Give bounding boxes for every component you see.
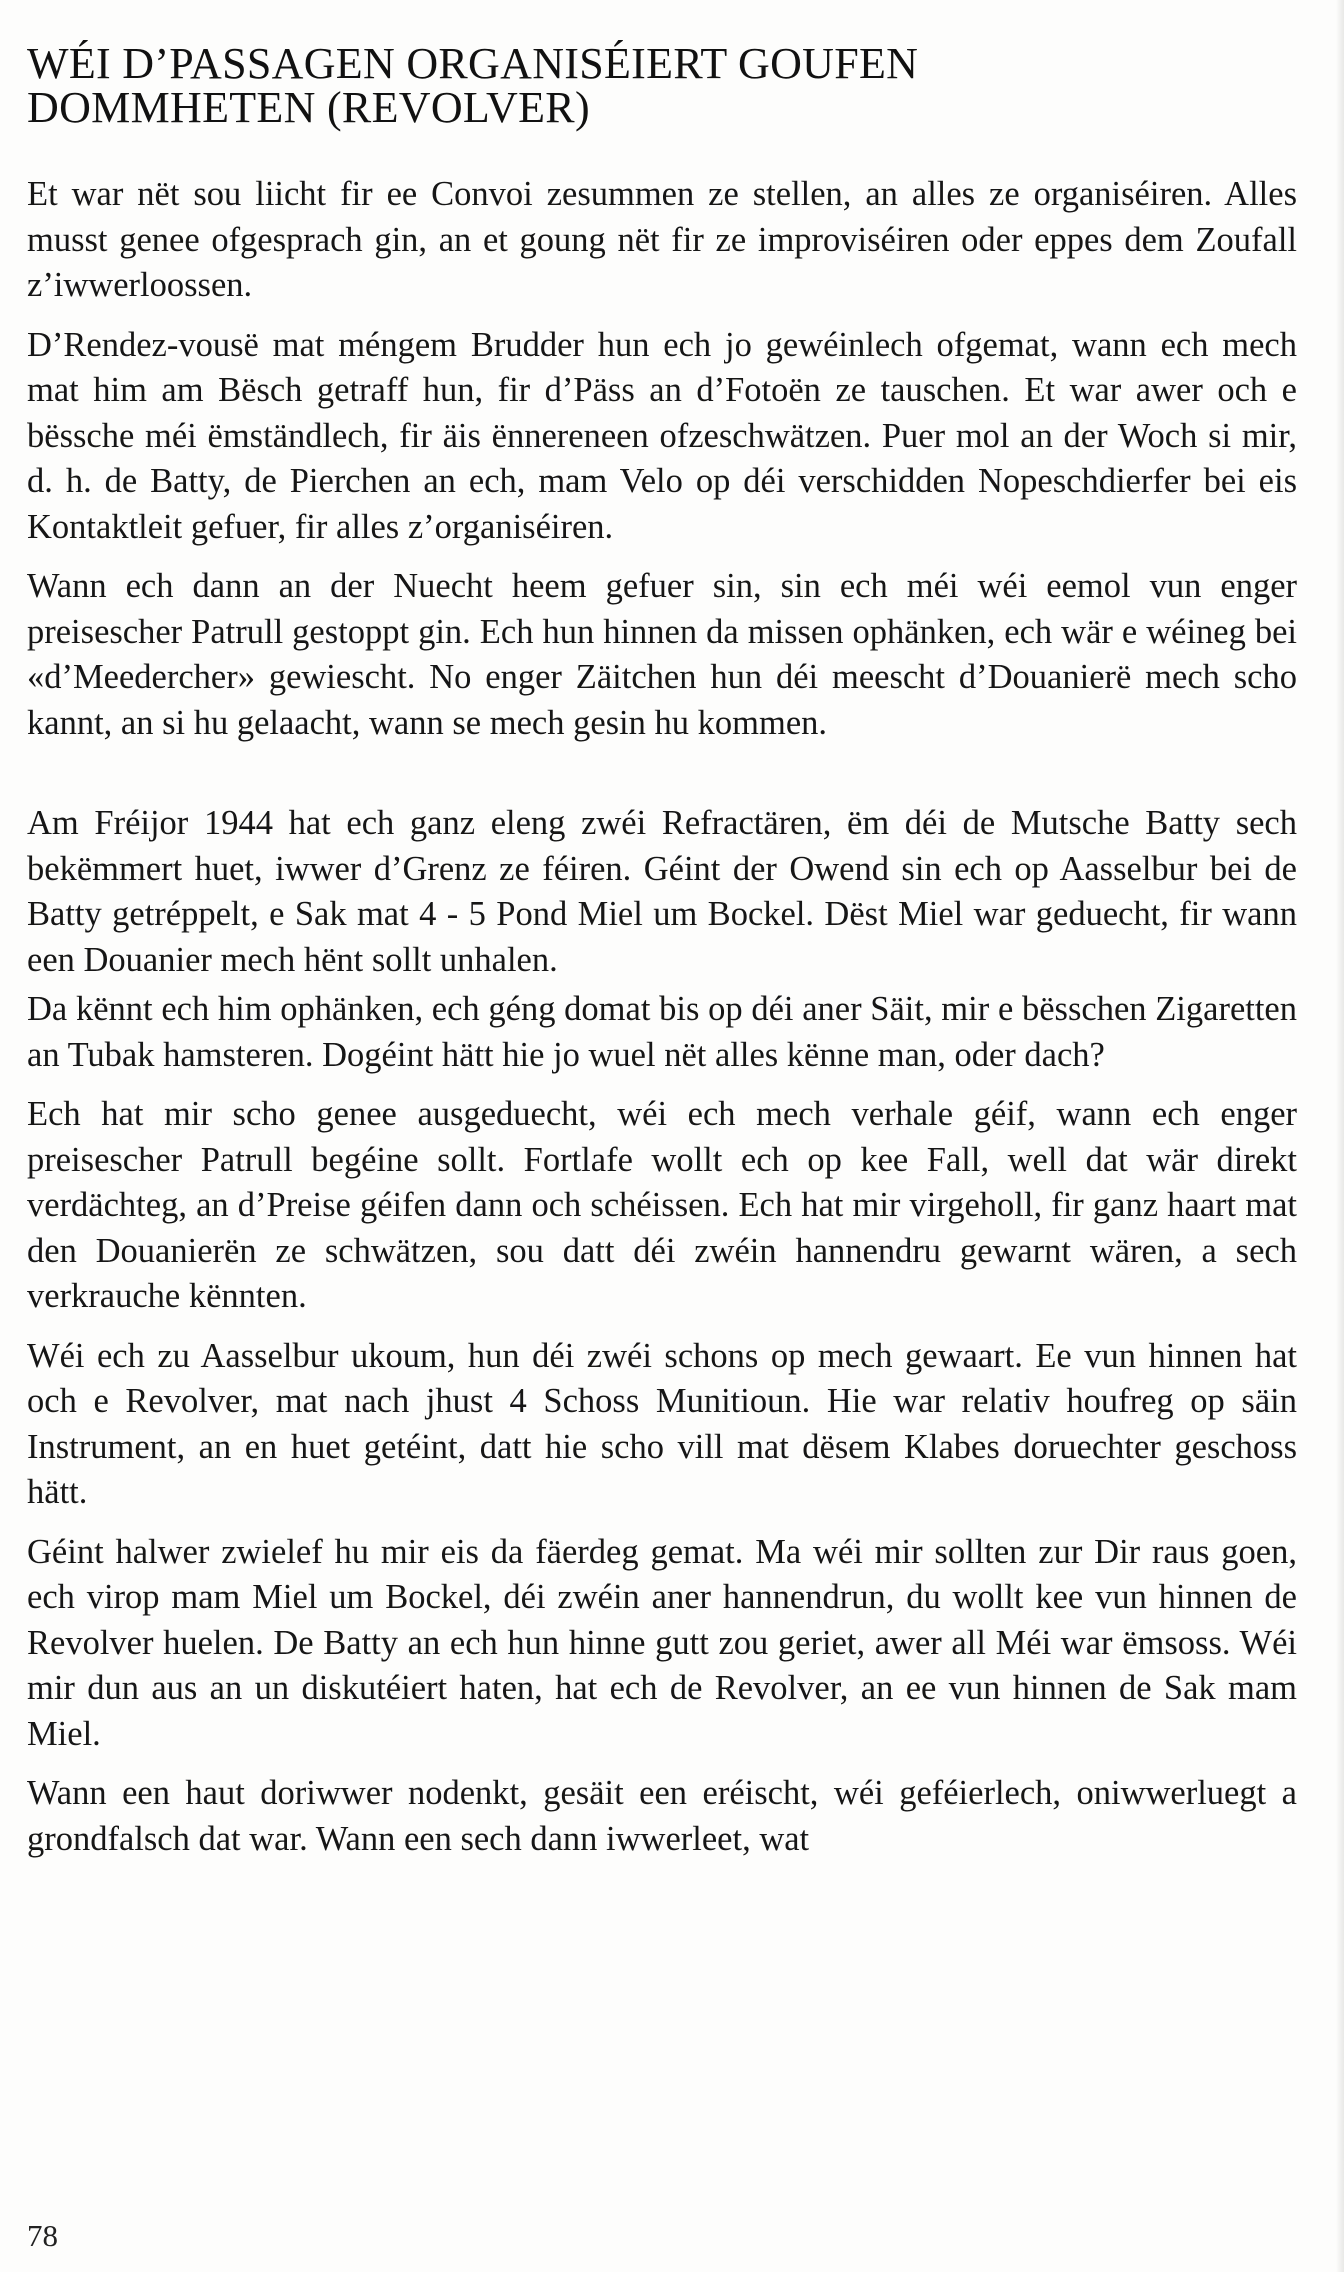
paragraph: Géint halwer zwielef hu mir eis da fäerdeg gemat. Ma wéi mir sollten zur Dir raus goen, ech virop mam Miel um Bockel, déi zwéin aner hannendrun, du wollt kee vun hinnen de Revolver huelen. De Batty an ech hun hinne gutt zou geriet, awer all Méi war ëmsoss. Wéi mir dun aus an un diskutéiert haten, hat ech de Revolver, an ee vun hinnen de Sak mam Miel. [27, 1532, 1297, 1753]
paragraph: Wéi ech zu Aasselbur ukoum, hun déi zwéi schons op mech gewaart. Ee vun hinnen hat och e Revolver, mat nach jhust 4 Schoss Munitioun. Hie war relativ houfreg op säin Instrument, an en huet getéint, datt hie scho vill mat dësem Klabes doruechter geschoss hätt. [27, 1336, 1297, 1511]
paragraph: Wann ech dann an der Nuecht heem gefuer sin, sin ech méi wéi eemol vun enger preisescher Patrull gestoppt gin. Ech hun hinnen da missen ophänken, ech wär e wéineg bei «d’Meedercher» gewiescht. No enger Zäitchen hun déi meescht d’Douanierë mech scho kannt, an si hu gelaacht, wann se mech gesin hu kommen. [27, 567, 1297, 742]
paragraph: D’Rendez-vousë mat méngem Brudder hun ech jo gewéinlech ofgemat, wann ech mech mat him am Bësch getraff hun, fir d’Päss an d’Fotoën ze tauschen. Et war awer och e bëssche méi ëmständlech, fir äis ënnereneen ofzeschwätzen. Puer mol an der Woch si mir, d. h. de Batty, de Pierchen an ech, mam Velo op déi verschidden Nopeschdierfer bei eis Kontaktleit gefuer, fir alles z’organiséiren. [27, 325, 1297, 546]
chapter-title [27, 39, 1287, 132]
paragraph: Wann een haut doriwwer nodenkt, gesäit een eréischt, wéi geféierlech, oniwwerluegt a grondfalsch dat war. Wann een sech dann iwwerleet, wat [27, 1774, 1297, 1858]
paragraph: Et war nët sou liicht fir ee Convoi zesummen ze stellen, an alles ze organiséiren. Alles musst genee ofgesprach gin, an et goung nët fir ze improviséiren oder eppes dem Zoufall z’iwwerloossen. [27, 175, 1297, 304]
body-text [27, 172, 1297, 1876]
paragraph: Am Fréijor 1944 hat ech ganz eleng zwéi Refractären, ëm déi de Mutsche Batty sech bekëmmert huet, iwwer d’Grenz ze féiren. Géint der Owend sin ech op Aasselbur bei de Batty getréppelt, e Sak mat 4 - 5 Pond Miel um Bockel. Dëst Miel war geduecht, fir wann een Douanier mech hënt sollt unhalen. [27, 804, 1297, 979]
paragraph: Ech hat mir scho genee ausgeduecht, wéi ech mech verhale géif, wann ech enger preisescher Patrull begéine sollt. Fortlafe wollt ech op kee Fall, well dat wär direkt verdächteg, an d’Preise géifen dann och schéissen. Ech hat mir virgeholl, fir ganz haart mat den Douanierën ze schwätzen, sou datt déi zwéin hannendru gewarnt wären, a sech verkrauche kënnten. [27, 1095, 1297, 1315]
page-edge-shadow [1336, 0, 1344, 2272]
page-number: 78 [27, 2218, 58, 2253]
paragraph: Da kënnt ech him ophänken, ech géng domat bis op déi aner Säit, mir e bësschen Zigaretten an Tubak hamsteren. Dogéint hätt hie jo wuel nët alles kënne man, oder dach? [27, 990, 1297, 1074]
chapter-title-line-2: DOMMHETEN (REVOLVER) [27, 83, 590, 132]
chapter-title-line-1: WÉI D’PASSAGEN ORGANISÉIERT GOUFEN [27, 39, 919, 88]
